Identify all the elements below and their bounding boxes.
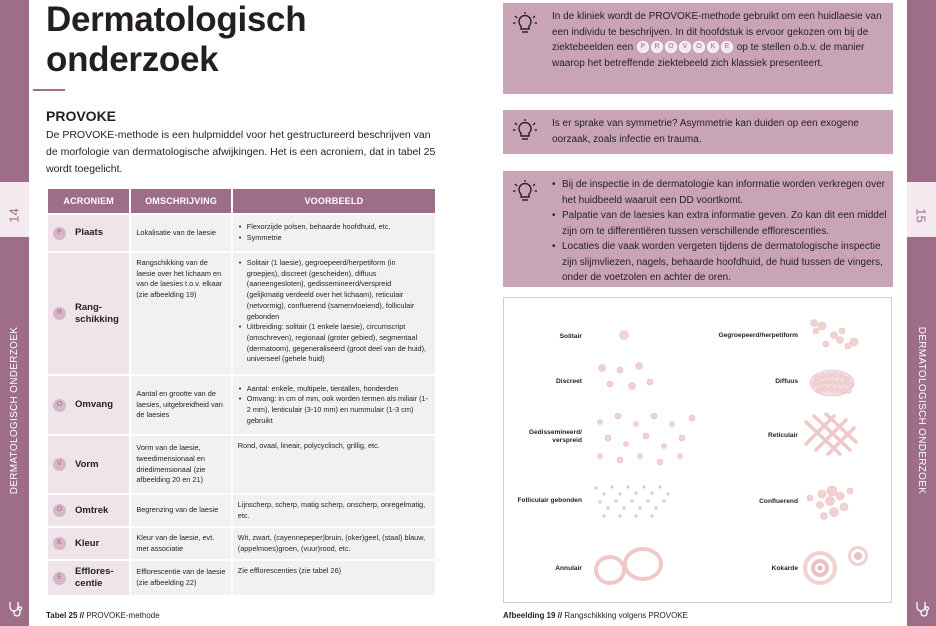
- label-gedissemineerd: Gedissemineerd/ verspreid: [528, 429, 582, 444]
- description-cell: Begrenzing van de laesie: [131, 495, 230, 526]
- table-caption: Tabel 25 // PROVOKE-methode: [46, 611, 160, 620]
- note-bullet: • Bij de inspectie in de dermatologie kan informatie worden verkregen over het huidbeeld waaruit een DD voortkomt.: [552, 177, 887, 208]
- example-item: • Aantal: enkele, multipele, tientallen, honderden: [238, 384, 430, 395]
- provoke-letter-chip: O: [665, 41, 677, 53]
- lightbulb-icon: [512, 118, 538, 144]
- description-cell: Aantal en grootte van de laesies, uitgebreidheid van de laesies: [131, 376, 230, 434]
- acronym-cell: [48, 253, 129, 374]
- acronym-term: Rang- schikking: [75, 301, 119, 325]
- label-annulair: Annulair: [555, 565, 582, 572]
- table-row: [48, 253, 435, 374]
- section-heading: PROVOKE: [46, 108, 117, 124]
- table-row: [48, 528, 435, 559]
- label-kokarde: Kokarde: [771, 565, 798, 572]
- acronym-term: Omvang: [75, 399, 114, 410]
- acronym-cell: [48, 215, 129, 251]
- stethoscope-icon: [913, 600, 931, 618]
- table-row: [48, 495, 435, 526]
- label-confluerend: Confluerend: [759, 498, 798, 505]
- description-cell: Rangschikking van de laesie over het lichaam en van de laesies t.o.v. elkaar (zie afbeelding 19): [131, 253, 230, 374]
- example-item: • Symmetrie: [238, 233, 430, 244]
- kokarde-lesions: [803, 546, 868, 585]
- diffuus-lesions: [810, 370, 854, 396]
- figure-arrangement-patterns: [503, 297, 892, 603]
- label-reticulair: Reticulair: [767, 432, 798, 439]
- label-discreet: Discreet: [555, 378, 582, 385]
- provoke-letter-chip: O: [693, 41, 705, 53]
- title-rule: [33, 89, 65, 91]
- letter-badge: O: [53, 399, 66, 412]
- page-title: Dermatologisch onderzoek: [46, 0, 307, 79]
- example-cell: Wit, zwart, (cayennepeper)bruin, (oker)geel, (staal) blauw, (appelmoes)groen, (vuur)rood, etc.: [233, 528, 435, 559]
- letter-badge: R: [53, 307, 66, 320]
- right-tab-top-band: [907, 0, 936, 182]
- example-cell: [233, 376, 435, 434]
- note-1-text: In de kliniek wordt de PROVOKE-methode gebruikt om een huidlaesie van een individu te beschrijven. In dit hoofdstuk is ervoor gekozen om bij de ziektebeelden een P R O V O K E op te stellen o.b.v. de manier waarop het betreffende ziektebeeld zich klassiek presenteert.: [552, 11, 882, 69]
- table-header-row: [48, 189, 435, 213]
- provoke-table: [46, 187, 437, 597]
- label-gegroepeerd: Gegroepeerd/herpetiform: [718, 332, 798, 339]
- acronym-cell: [48, 376, 129, 434]
- description-cell: Lokalisatie van de laesie: [131, 215, 230, 251]
- example-item: • Flexorzijde polsen, behaarde hoofdhuid, etc.: [238, 222, 430, 233]
- acronym-cell: [48, 495, 129, 526]
- page-number-left: 14: [7, 207, 22, 223]
- provoke-letter-chip: V: [679, 41, 691, 53]
- note-box-2: [503, 110, 893, 154]
- provoke-letter-chip: R: [651, 41, 663, 53]
- lesion-pattern-illustrations: [504, 298, 893, 604]
- label-solitair: Solitair: [559, 333, 582, 340]
- table-row: [48, 436, 435, 493]
- acronym-term: Vorm: [75, 458, 99, 470]
- figure-caption: Afbeelding 19 // Rangschikking volgens PROVOKE: [503, 611, 688, 620]
- provoke-letter-chip: K: [707, 41, 719, 53]
- letter-badge: V: [53, 458, 66, 471]
- acronym-cell: [48, 436, 129, 493]
- note-3-text: [552, 177, 887, 286]
- example-cell: [233, 253, 435, 374]
- note-bullet: • Palpatie van de laesies kan extra informatie geven. Zo kan dit een middel zijn om te differentiëren tussen verschillende efflorescenties.: [552, 208, 887, 239]
- letter-badge: O: [53, 504, 66, 517]
- left-tab-top-band: [0, 0, 29, 182]
- annulair-lesions: [596, 549, 661, 583]
- confluerend-lesions: [807, 486, 853, 520]
- reticulair-lesions: [806, 414, 856, 454]
- provoke-letter-chip: P: [637, 41, 649, 53]
- intro-paragraph: De PROVOKE-methode is een hulpmiddel voor het gestructureerd beschrijven van de morfologie van dermatologische afwijkingen. Het is een acroniem, dat in tabel 25 wordt toegelicht.: [46, 129, 436, 175]
- folliculair-lesions: [594, 485, 669, 517]
- note-box-3: [503, 171, 893, 287]
- note-box-1: [503, 3, 893, 94]
- example-cell: [233, 215, 435, 251]
- left-side-tab: [0, 0, 29, 626]
- description-cell: Efflorescentie van de laesie (zie afbeelding 22): [131, 561, 230, 595]
- table-row: [48, 376, 435, 434]
- table-header-cell: OMSCHRIJVING: [131, 189, 230, 213]
- lightbulb-icon: [512, 11, 538, 37]
- letter-badge: K: [53, 537, 66, 550]
- gedissemineerd-lesions: [598, 413, 696, 465]
- letter-badge: P: [53, 227, 66, 240]
- table-row: [48, 561, 435, 595]
- description-cell: Kleur van de laesie, evt. met associatie: [131, 528, 230, 559]
- acronym-term: Kleur: [75, 537, 100, 549]
- example-cell: Lijnscherp, scherp, matig scherp, onscherp, onregelmatig, etc.: [233, 495, 435, 526]
- acronym-cell: [48, 561, 129, 595]
- discreet-lesions: [599, 363, 654, 390]
- example-item: • Solitair (1 laesie), gegroepeerd/herpetiform (in groepjes), discreet (gescheiden), diffuus (aaneengesloten), gedissemineerd/verspreid (gelijkmatig verdeeld over het lichaam), reticulair (netvormig), confluerend (samenvloeiend), folliculair gebonden: [238, 258, 430, 322]
- left-side-label: DERMATOLOGISCH ONDERZOEK: [9, 326, 20, 494]
- lightbulb-icon: [512, 179, 538, 205]
- solitair-lesion: [620, 331, 629, 340]
- right-side-label: DERMATOLOGISCH ONDERZOEK: [916, 326, 927, 494]
- acronym-cell: [48, 528, 129, 559]
- right-side-tab: [907, 0, 936, 626]
- table-header-cell: ACRONIEM: [48, 189, 129, 213]
- stethoscope-icon: [6, 600, 24, 618]
- description-cell: Vorm van de laesie, tweedimensionaal en driedimensionaal (zie afbeelding 20 en 21): [131, 436, 230, 493]
- table-row: [48, 215, 435, 251]
- example-cell: Rond, ovaal, lineair, polycyclisch, grillig, etc.: [233, 436, 435, 493]
- note-2-text: Is er sprake van symmetrie? Asymmetrie kan duiden op een exogene oorzaak, zoals infectie en trauma.: [552, 118, 859, 145]
- example-item: • Uitbreiding: solitair (1 enkele laesie), circumscript (omschreven), regionaal (groter gebied), segmentaal (dermatoom), gegeneraliseerd (groot deel van de huid), universeel (gehele huid): [238, 322, 430, 365]
- gegroepeerd-lesions: [811, 320, 859, 350]
- page-number-right: 15: [914, 207, 929, 223]
- label-folliculair: Folliculair gebonden: [517, 497, 582, 504]
- note-bullet: • Locaties die vaak worden vergeten tijdens de dermatologische inspectie zijn slijmvliezen, nagels, behaarde hoofdhuid, de huid tussen de vingers, onder de voetzolen en achter de oren.: [552, 239, 887, 286]
- acronym-term: Plaats: [75, 227, 103, 238]
- label-diffuus: Diffuus: [775, 378, 798, 385]
- letter-badge: E: [53, 572, 66, 585]
- acronym-term: Omtrek: [75, 504, 109, 516]
- acronym-term: Efflores- centie: [75, 566, 114, 589]
- example-item: • Omvang: in cm of mm, ook worden termen als miliair (1-2 mm), lenticulair (3-10 mm) en nummulair (1-3 cm) gebruikt: [238, 394, 430, 426]
- example-cell: Zie efflorescenties (zie tabel 26): [233, 561, 435, 595]
- table-header-cell: VOORBEELD: [233, 189, 435, 213]
- provoke-letter-chip: E: [721, 41, 733, 53]
